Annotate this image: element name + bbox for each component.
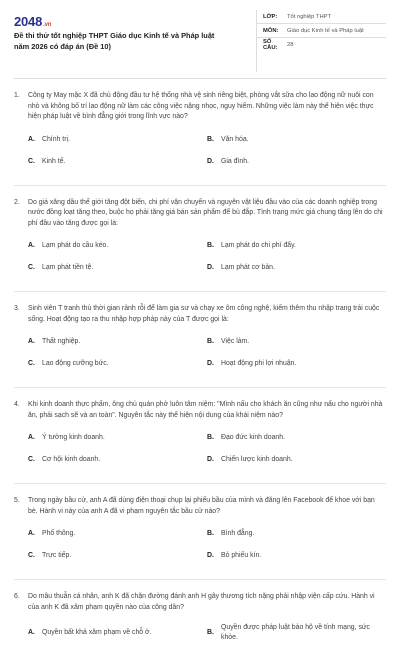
question-text: Do giá xăng dầu thế giới tăng đột biến, chi phí vận chuyển và nguyên vật liệu đầu vào của các doanh nghiệp trong nước đồng loạt tăng theo, buộc họ phải tăng giá bán sản phẩm để bù đắp. Tình trạng mức giá chung tăng lên do chi phí đầu vào tăng được gọi là: [28, 198, 383, 227]
option-text: Chiến lược kinh doanh. [221, 456, 293, 464]
option-text: Lạm phát do cầu kéo. [42, 242, 109, 250]
answer-options [14, 239, 386, 283]
answer-option[interactable] [28, 527, 207, 541]
answer-option[interactable] [28, 453, 207, 467]
option-text: Trực tiếp. [42, 552, 72, 560]
option-text: Lạm phát do chi phí đẩy. [221, 242, 296, 250]
answer-options [14, 623, 386, 650]
option-text: Bỏ phiếu kín. [221, 552, 262, 560]
option-key: D. [207, 264, 214, 272]
question-text: Trong ngày bầu cử, anh A đã dùng điện thoại chụp lại phiếu bầu của mình và đăng lên Facebook để khoe với bạn bè. Hành vi này của anh A đã vi phạm nguyên tắc bầu cử nào? [28, 497, 375, 515]
option-text: Hoạt động phi lợi nhuận. [221, 360, 297, 368]
answer-option[interactable] [207, 133, 386, 147]
option-text: Bình đẳng. [221, 530, 255, 538]
option-text: Cơ hội kinh doanh. [42, 456, 101, 464]
answer-option[interactable] [207, 335, 386, 349]
option-text: Lạm phát cơ bản. [221, 264, 275, 272]
option-key: C. [28, 552, 35, 560]
option-key: A. [28, 434, 35, 442]
option-text: Kinh tế. [42, 157, 66, 165]
answer-option[interactable] [207, 549, 386, 563]
option-key: B. [207, 338, 214, 346]
answer-option[interactable] [207, 623, 386, 642]
option-key: C. [28, 264, 35, 272]
meta-key: MÔN: [263, 27, 279, 34]
exam-title: Đề thi thử tốt nghiệp THPT Giáo dục Kinh tế và Pháp luật năm 2026 có đáp án (Đề 10) [14, 31, 215, 51]
question [14, 496, 386, 517]
option-key: D. [207, 360, 214, 368]
option-key: C. [28, 157, 35, 165]
option-key: B. [207, 530, 214, 538]
question [14, 91, 386, 123]
option-key: B. [207, 628, 214, 636]
exam-meta-table [256, 10, 386, 72]
question-text: Khi kinh doanh thực phẩm, ông chủ quán phở luôn tâm niệm: "Mình nấu cho khách ăn cũng như nấu cho người nhà ăn, phải sạch sẽ và an toàn". Nguyên tắc này thể hiện nội dung của khái niệm nào? [28, 401, 383, 419]
option-key: B. [207, 135, 214, 143]
option-text: Thất nghiệp. [42, 338, 81, 346]
answer-options [14, 133, 386, 177]
option-text: Lạm phát tiền tệ. [42, 264, 94, 272]
option-key: C. [28, 360, 35, 368]
option-text: Văn hóa. [221, 135, 249, 143]
meta-key: SỐ CÂU: [263, 39, 278, 51]
answer-option[interactable] [207, 453, 386, 467]
option-text: Phổ thông. [42, 530, 76, 538]
answer-options [14, 431, 386, 475]
option-key: B. [207, 242, 214, 250]
answer-options [14, 335, 386, 379]
logo-suffix: .vn [43, 22, 52, 28]
question [14, 400, 386, 421]
question-block [14, 592, 386, 650]
question-number: 2. [14, 198, 20, 206]
question-divider [14, 387, 386, 388]
answer-option[interactable] [207, 239, 386, 253]
answer-option[interactable] [28, 357, 207, 371]
question-block [14, 198, 386, 284]
answer-option[interactable] [28, 335, 207, 349]
question-block [14, 304, 386, 379]
answer-option[interactable] [207, 155, 386, 169]
answer-option[interactable] [207, 357, 386, 371]
question-text: Do mâu thuẫn cá nhân, anh K đã chặn đường đánh anh H gây thương tích nặng phải nhập viện cấp cứu. Hành vi của anh K đã xâm phạm quyền nào của công dân? [28, 593, 375, 611]
meta-row-count [257, 38, 386, 52]
answer-options [14, 527, 386, 571]
meta-row-subject [257, 24, 386, 38]
question [14, 198, 386, 230]
question-divider [14, 483, 386, 484]
option-key: D. [207, 456, 214, 464]
question-number: 1. [14, 92, 20, 99]
header-divider [14, 78, 386, 79]
question [14, 592, 386, 613]
question-number: 4. [14, 401, 20, 408]
question-block [14, 400, 386, 475]
question-block [14, 496, 386, 571]
option-text: Quyền bất khả xâm phạm về chỗ ở. [42, 628, 152, 636]
logo-main: 2048 [14, 14, 43, 29]
option-text: Ý tưởng kinh doanh. [42, 434, 105, 442]
option-key: B. [207, 434, 214, 442]
site-logo[interactable] [14, 14, 229, 29]
question-divider [14, 291, 386, 292]
meta-value: Giáo dục Kinh tế và Pháp luật [287, 27, 364, 34]
answer-option[interactable] [28, 431, 207, 445]
answer-option[interactable] [207, 527, 386, 541]
option-text: Quyền được pháp luật bảo hộ về tính mạng, sức khỏe. [221, 624, 370, 641]
option-key: A. [28, 242, 35, 250]
answer-option[interactable] [28, 261, 207, 275]
question-text: Sinh viên T tranh thủ thời gian rảnh rỗi để làm gia sư và chạy xe ôm công nghệ, kiếm thêm thu nhập trang trải cuộc sống. Hoạt động tạo ra thu nhập hợp pháp này của T được gọi là: [28, 305, 380, 323]
meta-value: 28 [287, 42, 294, 48]
option-text: Chính trị. [42, 135, 70, 143]
answer-option[interactable] [207, 431, 386, 445]
question-divider [14, 579, 386, 580]
meta-row-class [257, 10, 386, 24]
question-number: 6. [14, 593, 20, 600]
document-header [14, 10, 386, 72]
answer-option[interactable] [28, 133, 207, 147]
option-key: A. [28, 135, 35, 143]
header-left [14, 10, 229, 72]
meta-key: LỚP: [263, 13, 278, 20]
option-text: Gia đình. [221, 157, 249, 165]
question-divider [14, 185, 386, 186]
option-key: A. [28, 530, 35, 538]
question-number: 3. [14, 305, 20, 312]
option-key: A. [28, 338, 35, 346]
option-key: D. [207, 157, 214, 165]
answer-option[interactable] [28, 155, 207, 169]
question [14, 304, 386, 325]
question-block [14, 91, 386, 177]
answer-option[interactable] [28, 549, 207, 563]
meta-value: Tốt nghiệp THPT [287, 13, 332, 20]
answer-option[interactable] [28, 239, 207, 253]
option-text: Việc làm. [221, 338, 250, 346]
question-number: 5. [14, 497, 20, 504]
answer-option[interactable] [207, 261, 386, 275]
answer-option[interactable] [28, 623, 207, 642]
option-text: Đạo đức kinh doanh. [221, 434, 285, 442]
option-text: Lao động cưỡng bức. [42, 360, 109, 368]
option-key: C. [28, 456, 35, 464]
option-key: D. [207, 552, 214, 560]
option-key: A. [28, 628, 35, 636]
question-text: Công ty May mặc X đã chủ động đầu tư hệ thống nhà vệ sinh riêng biệt, phòng vắt sữa cho lao động nữ nuôi con nhỏ và không bố trí lao động nữ làm các công việc nặng nhọc, nguy hiểm. Những việc làm này thể hiện việc thực hiện pháp luật về bình đẳng giới trong lĩnh vực nào? [28, 92, 374, 120]
